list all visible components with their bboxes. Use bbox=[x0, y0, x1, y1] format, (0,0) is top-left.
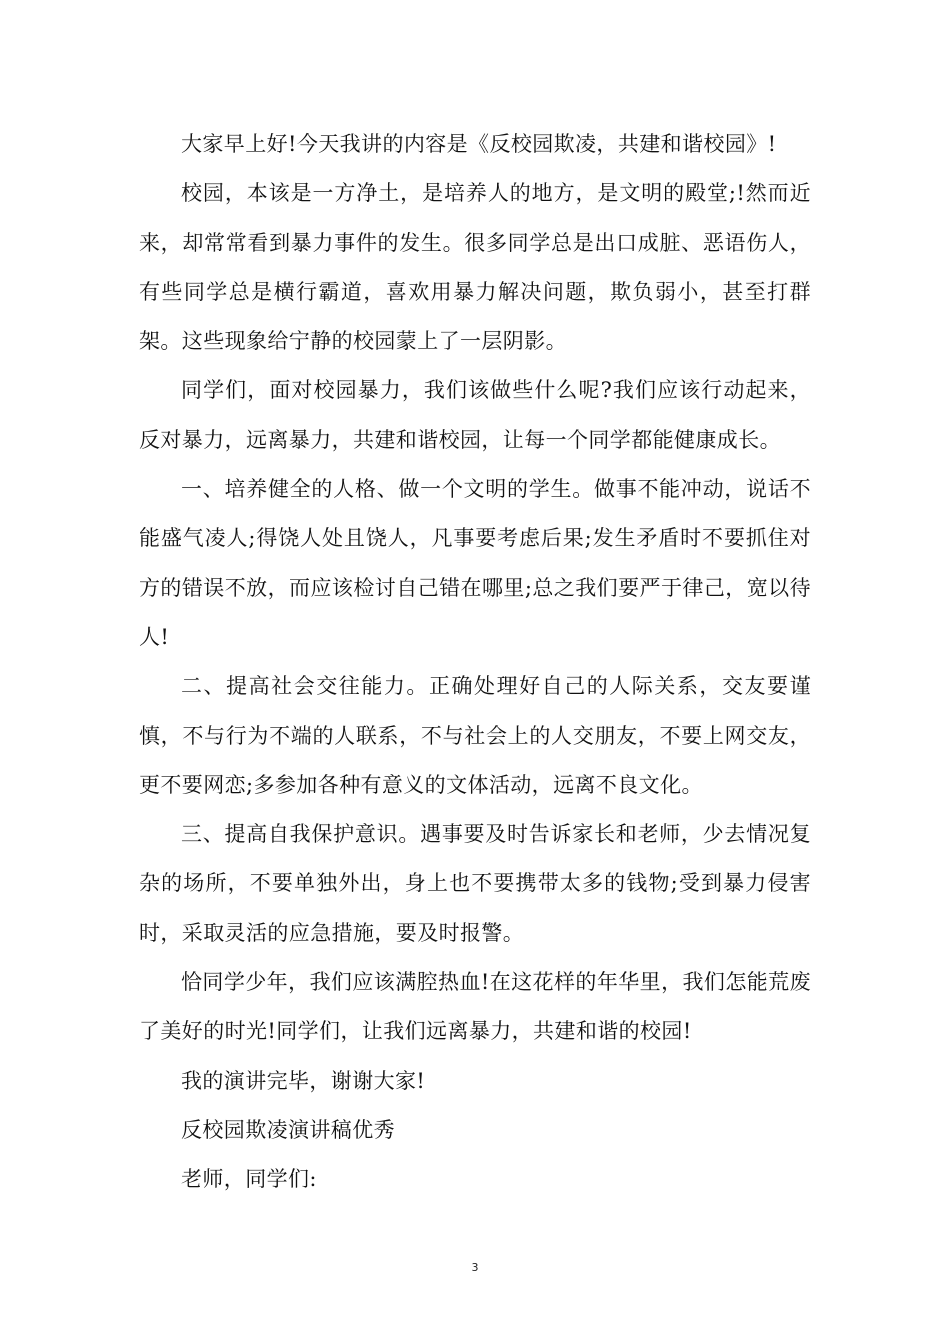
paragraph-classmates: 同学们，面对校园暴力，我们该做些什么呢?我们应该行动起来，反对暴力，远离暴力，共建和谐校园，让每一个同学都能健康成长。 bbox=[139, 378, 811, 452]
paragraph-point-two: 二、提高社会交往能力。正确处理好自己的人际关系，交友要谨慎，不与行为不端的人联系，不与社会上的人交朋友，不要上网交友，更不要网恋;多参加各种有意义的文体活动，远离不良文化。 bbox=[139, 674, 811, 797]
paragraph-next-title: 反校园欺凌演讲稿优秀 bbox=[181, 1117, 395, 1142]
paragraph-greeting: 大家早上好!今天我讲的内容是《反校园欺凌，共建和谐校园》! bbox=[181, 132, 777, 156]
paragraph-campus: 校园，本该是一方净土，是培养人的地方，是文明的殿堂;!然而近来，却常常看到暴力事件的发生。很多同学总是出口成脏、恶语伤人，有些同学总是横行霸道，喜欢用暴力解决问题，欺负弱小，甚至打群架。这些现象给宁静的校园蒙上了一层阴影。 bbox=[139, 181, 811, 354]
document-body bbox=[139, 120, 811, 1205]
paragraph-closing: 我的演讲完毕，谢谢大家! bbox=[181, 1068, 426, 1093]
paragraph-youth: 恰同学少年，我们应该满腔热血!在这花样的年华里，我们怎能荒废了美好的时光!同学们，让我们远离暴力，共建和谐的校园! bbox=[139, 970, 811, 1044]
page-number: 3 bbox=[471, 1261, 479, 1274]
paragraph-salutation: 老师，同学们: bbox=[181, 1167, 317, 1192]
paragraph-point-three: 三、提高自我保护意识。遇事要及时告诉家长和老师，少去情况复杂的场所，不要单独外出，身上也不要携带太多的钱物;受到暴力侵害时，采取灵活的应急措施，要及时报警。 bbox=[139, 822, 811, 945]
paragraph-point-one: 一、培养健全的人格、做一个文明的学生。做事不能冲动，说话不能盛气凌人;得饶人处且饶人，凡事要考虑后果;发生矛盾时不要抓住对方的错误不放，而应该检讨自己错在哪里;总之我们要严于律己，宽以待人! bbox=[139, 477, 811, 649]
